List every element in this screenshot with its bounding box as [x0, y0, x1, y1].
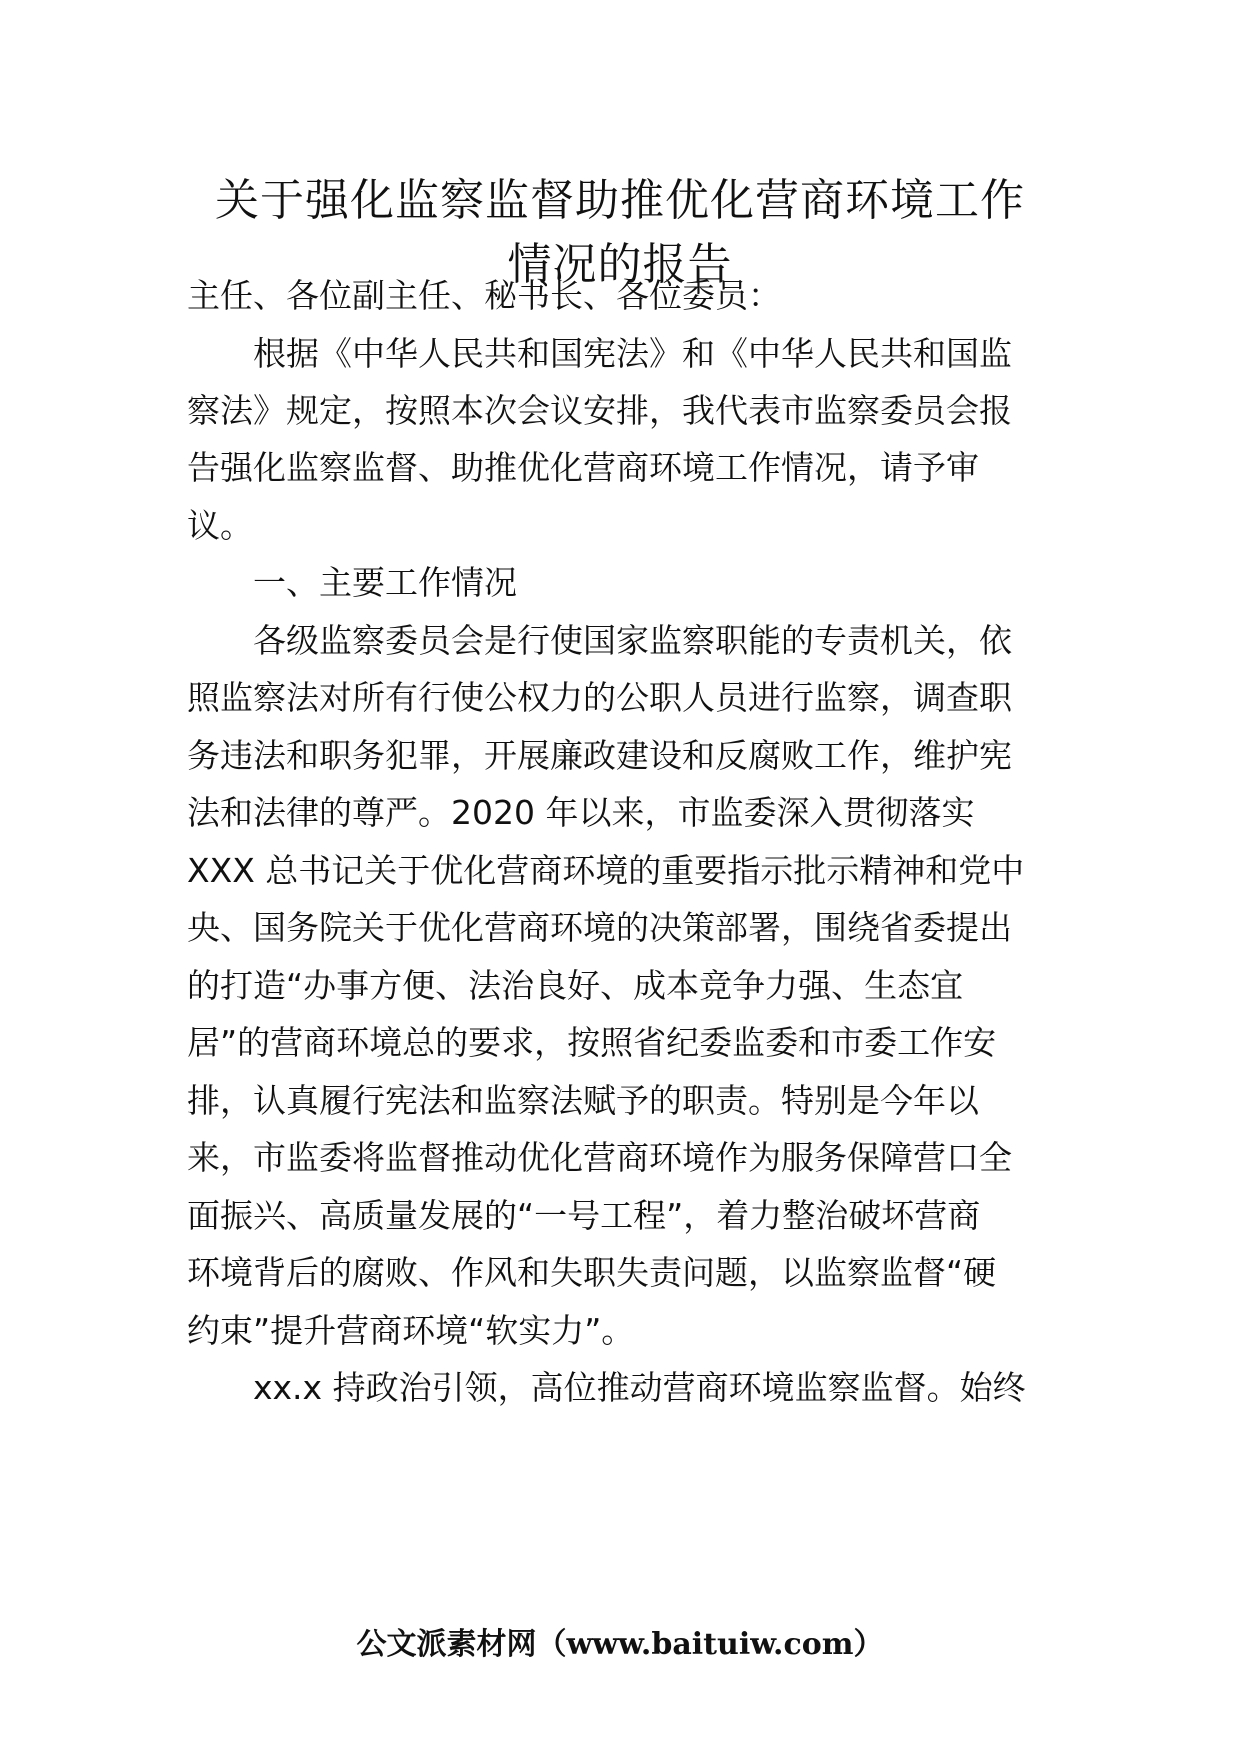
footer-watermark: 公文派素材网（www.baituiw.com）: [356, 1627, 884, 1662]
body-line: 议。: [187, 506, 253, 545]
body-line: 根据《中华人民共和国宪法》和《中华人民共和国监: [187, 334, 1012, 373]
document-title-line-2: 情况的报告: [507, 239, 733, 290]
body-line: 务违法和职务犯罪，开展廉政建设和反腐败工作，维护宪: [187, 736, 1012, 775]
body-line: 排，认真履行宪法和监察法赋予的职责。特别是今年以: [187, 1081, 979, 1120]
body-line: 各级监察委员会是行使国家监察职能的专责机关，依: [187, 621, 1012, 660]
document-title-line-1: 关于强化监察监督助推优化营商环境工作: [215, 175, 1025, 226]
body-line: 央、国务院关于优化营商环境的决策部署，围绕省委提出: [187, 908, 1012, 947]
body-line: 面振兴、高质量发展的“一号工程”，着力整治破坏营商: [187, 1196, 981, 1235]
body-line: 环境背后的腐败、作风和失职失责问题，以监察监督“硬: [187, 1253, 997, 1292]
body-line: 来，市监委将监督推动优化营商环境作为服务保障营口全: [187, 1138, 1012, 1177]
body-line: xx.x 持政治引领，高位推动营商环境监察监督。始终: [187, 1368, 1026, 1407]
body-line: XXX 总书记关于优化营商环境的重要指示批示精神和党中: [187, 851, 1025, 890]
body-line: 法和法律的尊严。2020 年以来，市监委深入贯彻落实: [187, 793, 975, 832]
body-line: 察法》规定，按照本次会议安排，我代表市监察委员会报: [187, 391, 1012, 430]
section-heading: 一、主要工作情况: [187, 563, 517, 602]
salutation: 主任、各位副主任、秘书长、各位委员：: [187, 276, 781, 315]
body-line: 照监察法对所有行使公权力的公职人员进行监察，调查职: [187, 678, 1012, 717]
body-line: 约束”提升营商环境“软实力”。: [187, 1311, 635, 1350]
body-line: 居”的营商环境总的要求，按照省纪委监委和市委工作安: [187, 1023, 997, 1062]
body-line: 的打造“办事方便、法治良好、成本竞争力强、生态宜: [187, 966, 964, 1005]
body-line: 告强化监察监督、助推优化营商环境工作情况，请予审: [187, 448, 979, 487]
